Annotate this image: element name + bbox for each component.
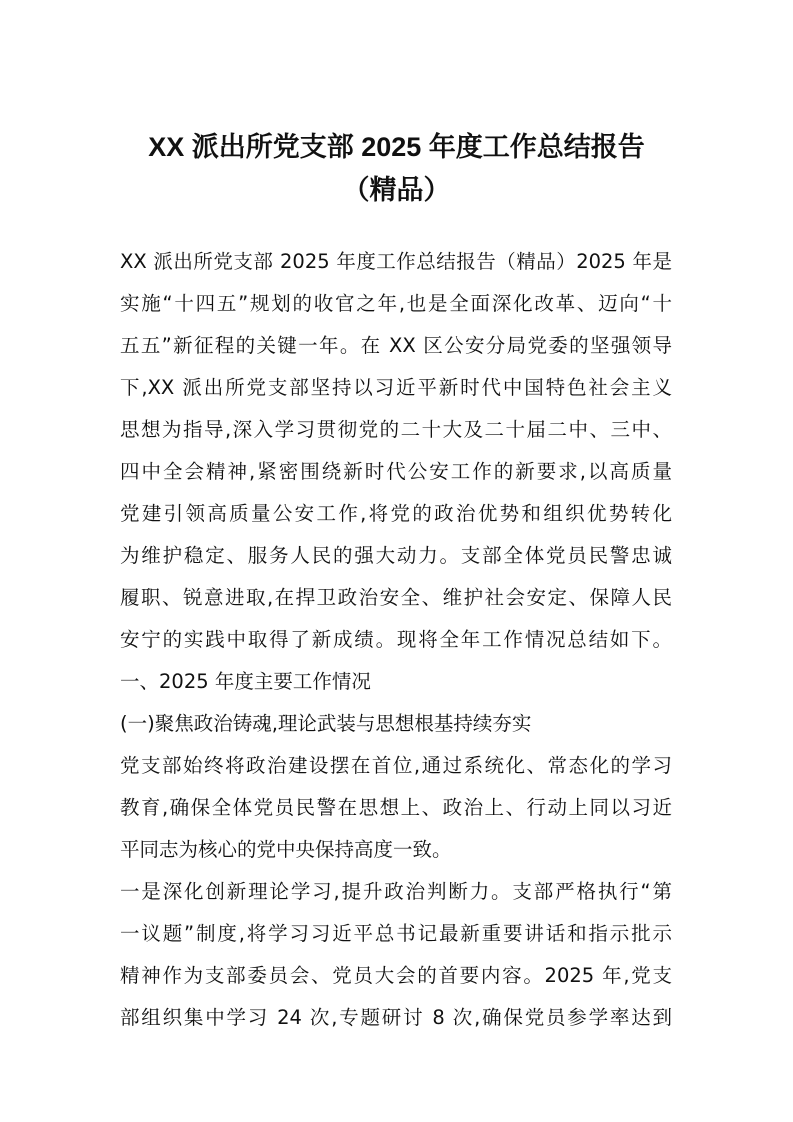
body-line: 履职、锐意进取,在捍卫政治安全、维护社会安定、保障人民 <box>120 586 672 609</box>
body-line: 部组织集中学习 24 次,专题研讨 8 次,确保党员参学率达到 <box>120 1006 672 1029</box>
body-line: 安宁的实践中取得了新成绩。现将全年工作情况总结如下。 <box>120 628 672 651</box>
document-title-line-1: XX 派出所党支部 2025 年度工作总结报告 <box>148 132 645 162</box>
body-line: 实施“十四五”规划的收官之年,也是全面深化改革、迈向“十 <box>120 292 672 315</box>
body-line: 五五”新征程的关键一年。在 XX 区公安分局党委的坚强领导 <box>120 334 672 357</box>
body-line: 党建引领高质量公安工作,将党的政治优势和组织优势转化 <box>120 502 672 525</box>
document-title-line-2: （精品） <box>342 175 451 205</box>
subsection-heading: (一)聚焦政治铸魂,理论武装与思想根基持续夯实 <box>120 712 532 735</box>
body-line: 一议题”制度,将学习习近平总书记最新重要讲话和指示批示 <box>120 922 672 945</box>
section-heading: 一、2025 年度主要工作情况 <box>120 670 371 693</box>
body-line: 教育,确保全体党员民警在思想上、政治上、行动上同以习近 <box>120 796 672 819</box>
body-line: 精神作为支部委员会、党员大会的首要内容。2025 年,党支 <box>120 964 672 987</box>
body-line: 思想为指导,深入学习贯彻党的二十大及二十届二中、三中、 <box>120 418 672 441</box>
body-line: 四中全会精神,紧密围绕新时代公安工作的新要求,以高质量 <box>120 460 672 483</box>
body-line: 平同志为核心的党中央保持高度一致。 <box>120 838 452 861</box>
body-line: XX 派出所党支部 2025 年度工作总结报告（精品）2025 年是 <box>120 250 672 273</box>
body-line: 为维护稳定、服务人民的强大动力。支部全体党员民警忠诚 <box>120 544 672 567</box>
body-line: 党支部始终将政治建设摆在首位,通过系统化、常态化的学习 <box>120 754 672 777</box>
body-line: 一是深化创新理论学习,提升政治判断力。支部严格执行“第 <box>120 880 672 903</box>
body-line: 下,XX 派出所党支部坚持以习近平新时代中国特色社会主义 <box>120 376 672 399</box>
